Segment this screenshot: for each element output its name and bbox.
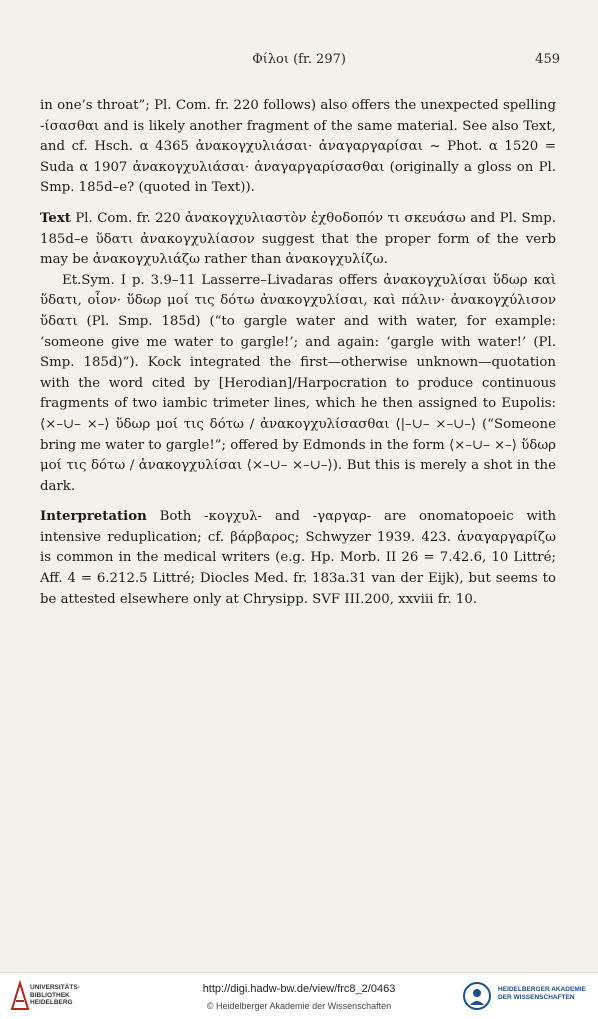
uni-name-line-1: UNIVERSITÄTS- xyxy=(30,984,80,991)
running-title: Φίλοι (fr. 297) xyxy=(252,52,346,67)
running-head xyxy=(0,52,598,72)
academy-name-line-1: HEIDELBERGER AKADEMIE xyxy=(498,986,586,993)
paragraph-text-body: Pl. Com. fr. 220 ἀνακογχυλιαστὸν ἐχθοδοπόν τι σκευάσω and Pl. Smp. 185d–e ὕδατι ἀνακογχυλίασον suggest that the proper form of the verb may be ἀνακογχυλιάζω rather than ἀνακογχυλίζω. xyxy=(40,210,556,268)
section-heading-text: Text xyxy=(40,210,71,226)
uni-name-line-2: BIBLIOTHEK xyxy=(30,991,70,999)
uni-name-line-3: HEIDELBERG xyxy=(30,999,73,1007)
paragraph-continuation: in one’s throat”; Pl. Com. fr. 220 follows) also offers the unexpected spelling -ίσασθαι and is likely another fragment of the same material. See also Text, and cf. Hsch. α 4365 ἀνακογχυλιάσαι· ἀναγαργαρίσαι ~ Phot. α 1520 = Suda α 1907 ἀνακογχυλιάσαι· ἀναγαργαρίσασθαι (originally a gloss on Pl. Smp. 185d–e? (quoted in Text)). xyxy=(40,98,556,196)
viewer-footer xyxy=(0,972,598,1019)
section-heading-interpretation: Interpretation xyxy=(40,509,147,525)
body-text xyxy=(40,96,556,610)
paragraph-text xyxy=(40,209,556,271)
permalink-url[interactable]: http://digi.hadw-bw.de/view/frc8_2/0463 xyxy=(202,983,396,995)
page-number: 459 xyxy=(535,52,560,67)
paragraph-etsym: Et.Sym. I p. 3.9–11 Lasserre–Livadaras offers ἀνακογχυλίσαι ὕδωρ καὶ ὕδατι, οἷον· ὕδωρ μοί τις δότω ἀνακογχυλίσαι, καὶ πάλιν· ἀνακογχύλισον ὕδατι (Pl. Smp. 185d) (“to gargle water and with water, for example: ‘someone give me water to gargle!’; and again: ‘gargle with water!’ (Pl. Smp. 185d)”). Kock integrated the first—otherwise unknown—quotation with the word cited by [Herodian]/Harpocration to produce continuous fragments of two iambic trimeter lines, which he then assigned to Eupolis: ⟨×–∪– ×–⟩ ὕδωρ μοί τις δότω / ἀνακογχυλίσασθαι ⟨|–∪– ×–∪–⟩ (“Someone bring me water to gargle!”; offered by Edmonds in the form ⟨×–∪– ×–⟩ ὕδωρ μοί τις δότω / ἀνακογχυλίσαι ⟨×–∪– ×–∪–⟩). But this is merely a shot in the dark. xyxy=(40,272,556,494)
academy-seal-icon xyxy=(462,981,492,1011)
academy-name xyxy=(498,986,586,1002)
paragraph-interpretation-body: Both -κογχυλ- and -γαργαρ- are onomatopoeic with intensive reduplication; cf. βάρβαρος; Schwyzer 1939. 423. ἀναγαργαρίζω is common in the medical writers (e.g. Hp. Morb. II 26 = 7.42.6, 10 Littré; Aff. 4 = 6.212.5 Littré; Diocles Med. fr. 183a.31 van der Eijk), but seems to be attested elsewhere only at Chrysipp. SVF III.200, xxviii fr. 10. xyxy=(40,509,557,607)
paragraph-interpretation xyxy=(40,507,556,610)
academy-name-line-2: DER WISSENSCHAFTEN xyxy=(498,994,575,1001)
copyright-notice: © Heidelberger Akademie der Wissenschaften xyxy=(206,1001,392,1011)
